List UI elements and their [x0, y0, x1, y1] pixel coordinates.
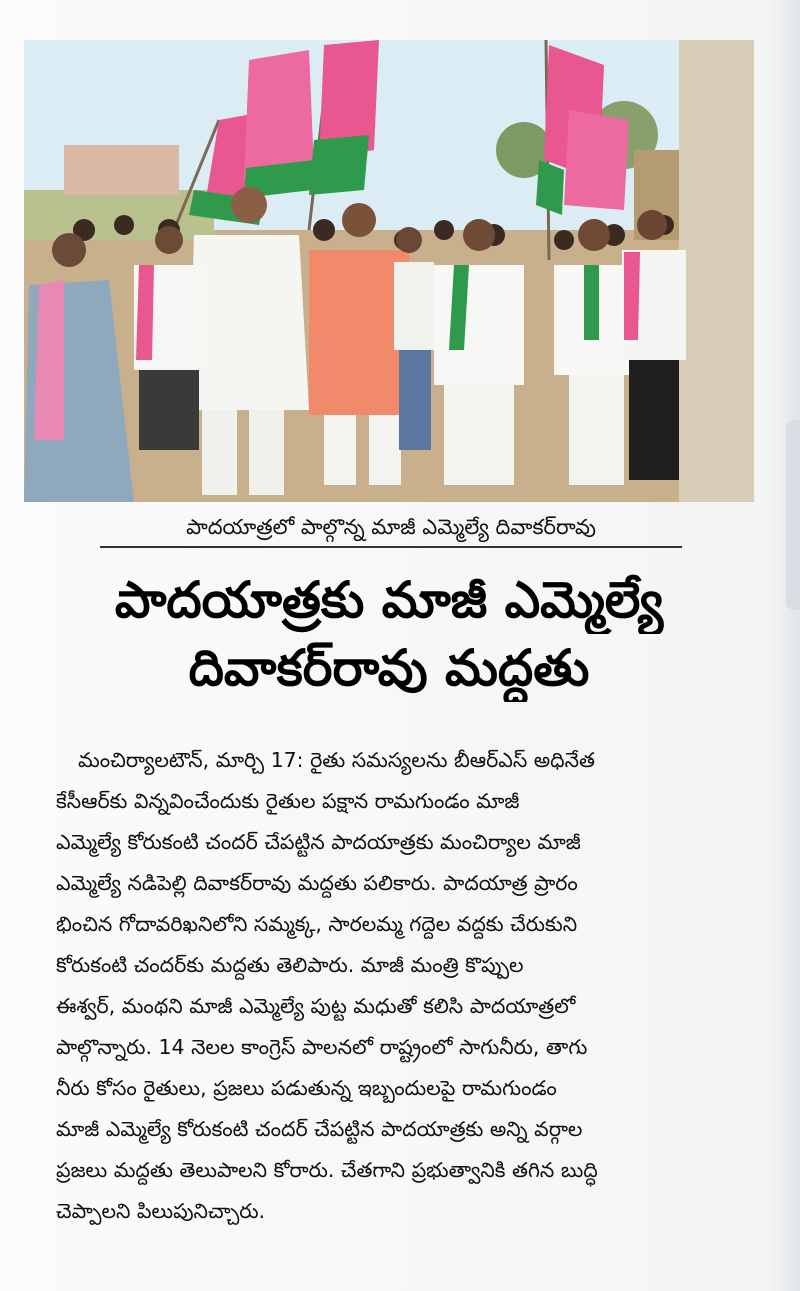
- headline-line-1: పాదయాత్రకు మాజీ ఎమ్మెల్యే: [114, 571, 664, 629]
- body-line: ఎమ్మెల్యే నడిపెల్లి దివాకర్‌రావు మద్దతు పలికారు. పాదయాత్ర ప్రారం: [56, 871, 578, 895]
- body-line: చెప్పాలని పిలుపునిచ్చారు.: [56, 1199, 266, 1223]
- body-line: ప్రజలు మద్దతు తెలుపాలని కోరారు. చేతగాని ప్రభుత్వానికి తగిన బుద్ధి: [56, 1158, 598, 1182]
- body-line: పాల్గొన్నారు. 14 నెలల కాంగ్రెస్ పాలనలో రాష్ట్రంలో సాగునీరు, తాగు: [56, 1035, 588, 1059]
- body-line: కేసీఆర్‌కు విన్నవించేందుకు రైతుల పక్షాన రామగుండం మాజీ: [56, 789, 520, 813]
- body-line: మాజీ ఎమ్మెల్యే కోరుకంటి చందర్ చేపట్టిన పాదయాత్రకు అన్ని వర్గాల: [56, 1117, 583, 1141]
- rally-photo: [24, 40, 754, 502]
- body-line: నీరు కోసం రైతులు, ప్రజలు పడుతున్న ఇబ్బందులపై రామగుండం: [56, 1076, 557, 1100]
- body-line: ఈశ్వర్, మంథని మాజీ ఎమ్మెల్యే పుట్ట మధుతో కలిసి పాదయాత్రలో: [56, 994, 576, 1018]
- page-edge: [764, 0, 800, 1291]
- headline: [24, 566, 754, 702]
- body-line: ఎమ్మెల్యే కోరుకంటి చందర్ చేపట్టిన పాదయాత్రకు మంచిర్యాల మాజీ: [56, 830, 581, 854]
- rally-photo-illustration: [24, 40, 754, 502]
- body-line: భించిన గోదావరిఖనిలోని సమ్మక్క, సారలమ్మ గద్దెల వద్దకు చేరుకుని: [56, 912, 578, 936]
- page-edge-shadow: [786, 420, 800, 610]
- body-line: కోరుకంటి చందర్‌కు మద్దతు తెలిపారు. మాజీ మంత్రి కొప్పుల: [56, 953, 524, 977]
- photo-caption: పాదయాత్రలో పాల్గొన్న మాజీ ఎమ్మెల్యే దివాకర్‌రావు: [100, 510, 682, 548]
- article-body: [56, 740, 758, 1232]
- headline-line-2: దివాకర్‌రావు మద్దతు: [188, 639, 590, 697]
- body-line: మంచిర్యాలటౌన్, మార్చి 17: రైతు సమస్యలను బీఆర్ఎస్ అధినేత: [78, 748, 595, 772]
